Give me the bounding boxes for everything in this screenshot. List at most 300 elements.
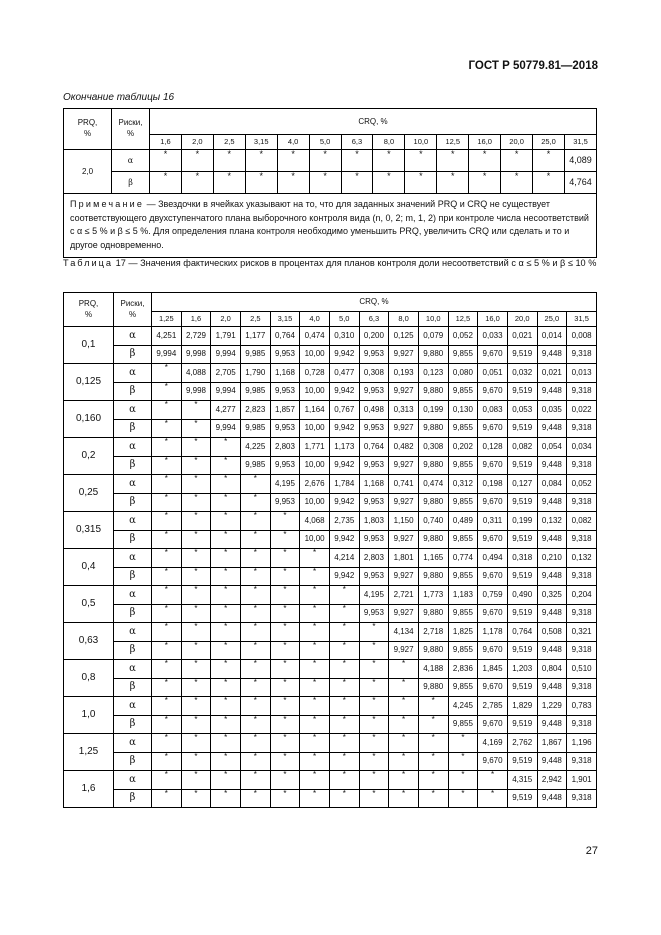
risk-value-cell: 0,033 [478,327,508,346]
no-plan-cell: * [389,734,419,753]
table16-note [63,193,597,258]
risk-value-cell: 9,670 [478,715,508,734]
crq-value-cell: 1,6 [181,312,211,327]
no-plan-cell: * [240,512,270,531]
risk-value-cell: 9,985 [240,419,270,438]
no-plan-cell: * [181,771,211,790]
table-row [64,771,597,790]
no-plan-cell: * [240,475,270,494]
alpha-symbol-cell: α [114,364,152,383]
no-plan-cell: * [448,771,478,790]
no-plan-cell: * [181,401,211,420]
no-plan-cell: * [270,623,300,642]
risk-header: Риски, % [112,109,150,150]
table-row [64,345,597,364]
risk-value-cell: 0,014 [537,327,567,346]
risk-value-cell: 0,013 [567,364,597,383]
risk-value-cell: 9,519 [507,604,537,623]
no-plan-cell: * [329,641,359,660]
no-plan-cell: * [341,150,373,172]
risk-value-cell: 4,068 [300,512,330,531]
risk-value-cell: 0,051 [478,364,508,383]
risk-value-cell: 2,729 [181,327,211,346]
crq-value-cell: 2,5 [213,135,245,150]
no-plan-cell: * [300,586,330,605]
no-plan-cell: * [181,752,211,771]
no-plan-cell: * [359,734,389,753]
prq-value-cell: 0,5 [64,586,114,623]
risk-value-cell: 0,308 [418,438,448,457]
no-plan-cell: * [211,623,241,642]
risk-value-cell: 0,128 [478,438,508,457]
risk-value-cell: 0,132 [537,512,567,531]
no-plan-cell: * [448,789,478,808]
risk-value-cell: 4,188 [418,660,448,679]
risk-value-cell: 9,927 [389,345,419,364]
alpha-symbol-cell: α [114,660,152,679]
no-plan-cell: * [359,752,389,771]
table-row [64,382,597,401]
risk-value-cell: 1,867 [537,734,567,753]
no-plan-cell: * [359,715,389,734]
risk-value-cell: 9,318 [567,752,597,771]
risk-value-cell: 9,953 [359,604,389,623]
no-plan-cell: * [152,456,182,475]
risk-value-cell: 9,880 [418,419,448,438]
risk-value-cell: 9,880 [418,493,448,512]
no-plan-cell: * [469,172,501,194]
risk-value-cell: 9,519 [507,456,537,475]
no-plan-cell: * [300,715,330,734]
risk-value-cell: 9,318 [567,789,597,808]
no-plan-cell: * [213,172,245,194]
no-plan-cell: * [240,660,270,679]
risk-value-cell: 0,508 [537,623,567,642]
table-row [64,789,597,808]
no-plan-cell: * [270,789,300,808]
risk-value-cell: 9,880 [418,567,448,586]
risk-value-cell: 1,150 [389,512,419,531]
risk-value-cell: 9,998 [181,345,211,364]
crq-value-cell: 1,25 [152,312,182,327]
no-plan-cell: * [418,771,448,790]
risk-value-cell: 0,774 [448,549,478,568]
risk-value-cell: 9,855 [448,678,478,697]
no-plan-cell: * [359,789,389,808]
risk-value-cell: 0,474 [418,475,448,494]
risk-value-cell: 1,857 [270,401,300,420]
risk-value-cell: 0,804 [537,660,567,679]
risk-value-cell: 1,196 [567,734,597,753]
risk-value-cell: 9,927 [389,604,419,623]
risk-value-cell: 0,210 [537,549,567,568]
beta-symbol-cell: β [114,419,152,438]
risk-value-cell: 9,985 [240,345,270,364]
alpha-symbol-cell: α [114,512,152,531]
table17-caption-label: Таблица [63,258,114,268]
no-plan-cell: * [152,364,182,383]
crq-value-cell: 10,0 [418,312,448,327]
no-plan-cell: * [329,715,359,734]
risk-value-cell: 9,519 [507,789,537,808]
risk-value-cell: 0,477 [329,364,359,383]
no-plan-cell: * [270,771,300,790]
risk-value-cell: 9,318 [567,530,597,549]
crq-value-cell: 16,0 [469,135,501,150]
no-plan-cell: * [152,623,182,642]
risk-value-cell: 9,318 [567,382,597,401]
crq-value-cell: 4,0 [300,312,330,327]
no-plan-cell: * [181,734,211,753]
no-plan-cell: * [270,715,300,734]
risk-value-cell: 9,670 [478,345,508,364]
risk-value-cell: 9,994 [211,419,241,438]
no-plan-cell: * [181,419,211,438]
no-plan-cell: * [211,641,241,660]
risk-value-cell: 9,953 [270,456,300,475]
no-plan-cell: * [181,530,211,549]
risk-value-cell: 9,880 [418,456,448,475]
no-plan-cell: * [300,752,330,771]
no-plan-cell: * [270,660,300,679]
no-plan-cell: * [152,475,182,494]
risk-value-cell: 0,494 [478,549,508,568]
no-plan-cell: * [300,623,330,642]
no-plan-cell: * [359,771,389,790]
risk-value-cell: 4,764 [564,172,596,194]
no-plan-cell: * [270,567,300,586]
beta-symbol-cell: β [114,567,152,586]
no-plan-cell: * [240,493,270,512]
risk-value-cell: 9,855 [448,715,478,734]
crq-value-cell: 3,15 [245,135,277,150]
beta-symbol-cell: β [114,604,152,623]
beta-symbol-cell: β [114,382,152,401]
no-plan-cell: * [329,604,359,623]
risk-value-cell: 9,953 [359,419,389,438]
risk-value-cell: 1,173 [329,438,359,457]
standard-header: ГОСТ Р 50779.81—2018 [468,60,598,72]
risk-value-cell: 0,321 [567,623,597,642]
no-plan-cell: * [359,697,389,716]
no-plan-cell: * [181,678,211,697]
no-plan-cell: * [152,512,182,531]
table-row [64,715,597,734]
risk-value-cell: 9,448 [537,419,567,438]
beta-symbol-cell: β [114,493,152,512]
risk-value-cell: 1,168 [270,364,300,383]
no-plan-cell: * [533,150,565,172]
risk-value-cell: 0,199 [507,512,537,531]
no-plan-cell: * [181,604,211,623]
no-plan-cell: * [300,789,330,808]
risk-value-cell: 9,519 [507,493,537,512]
prq-value-cell: 0,25 [64,475,114,512]
risk-value-cell: 4,251 [152,327,182,346]
table17-caption-text: 17 — Значения фактических рисков в процентах для планов контроля доли несоответствий с α ≤ 5 % и β ≤ 10 % [113,258,597,268]
no-plan-cell: * [270,678,300,697]
risk-value-cell: 9,953 [359,567,389,586]
no-plan-cell: * [152,678,182,697]
crq-value-cell: 12,5 [448,312,478,327]
no-plan-cell: * [211,567,241,586]
no-plan-cell: * [329,789,359,808]
risk-value-cell: 9,670 [478,752,508,771]
risk-value-cell: 9,880 [418,641,448,660]
prq-header: PRQ, % [64,293,114,327]
risk-value-cell: 9,855 [448,567,478,586]
risk-value-cell: 0,728 [300,364,330,383]
no-plan-cell: * [240,715,270,734]
alpha-symbol-cell: α [114,697,152,716]
note-text: — Звездочки в ячейках указывают на то, что для заданных значений PRQ и CRQ не существует соответствующего двухступенчатого плана выборочного контроля вида (n, 0, 2; m, 1, 2) при контроле числа несоответствий с α ≤ 5 % и β ≤ 5 %. Для определения плана контроля необходимо уменьшить PRQ, увеличить CRQ или сделать и то и другое одновременно. [70,199,589,250]
risk-value-cell: 9,448 [537,715,567,734]
alpha-symbol-cell: α [114,475,152,494]
risk-value-cell: 9,953 [270,493,300,512]
no-plan-cell: * [300,567,330,586]
no-plan-cell: * [181,623,211,642]
no-plan-cell: * [211,604,241,623]
table-row [64,734,597,753]
risk-value-cell: 4,315 [507,771,537,790]
no-plan-cell: * [448,752,478,771]
risk-value-cell: 1,845 [478,660,508,679]
no-plan-cell: * [277,172,309,194]
risk-value-cell: 4,169 [478,734,508,753]
risk-value-cell: 9,519 [507,752,537,771]
no-plan-cell: * [152,789,182,808]
no-plan-cell: * [329,678,359,697]
risk-value-cell: 0,764 [359,438,389,457]
risk-value-cell: 9,318 [567,345,597,364]
risk-value-cell: 9,942 [329,345,359,364]
no-plan-cell: * [501,150,533,172]
no-plan-cell: * [389,660,419,679]
prq-value-cell: 0,63 [64,623,114,660]
risk-value-cell: 10,00 [300,530,330,549]
risk-value-cell: 0,084 [537,475,567,494]
risk-value-cell: 0,198 [478,475,508,494]
risk-value-cell: 0,313 [389,401,419,420]
no-plan-cell: * [389,771,419,790]
no-plan-cell: * [211,456,241,475]
risk-value-cell: 9,670 [478,641,508,660]
table17-caption [63,257,597,270]
no-plan-cell: * [245,172,277,194]
no-plan-cell: * [437,172,469,194]
risk-value-cell: 10,00 [300,493,330,512]
no-plan-cell: * [181,438,211,457]
table-row [64,641,597,660]
risk-value-cell: 9,448 [537,567,567,586]
prq-value-cell: 0,315 [64,512,114,549]
table-row [64,567,597,586]
crq-value-cell: 6,3 [359,312,389,327]
no-plan-cell: * [329,771,359,790]
prq-value-cell: 1,25 [64,734,114,771]
risk-value-cell: 9,670 [478,382,508,401]
no-plan-cell: * [405,172,437,194]
no-plan-cell: * [211,660,241,679]
risk-value-cell: 9,448 [537,345,567,364]
no-plan-cell: * [300,549,330,568]
no-plan-cell: * [181,789,211,808]
beta-symbol-cell: β [114,752,152,771]
risk-value-cell: 9,519 [507,419,537,438]
risk-value-cell: 9,953 [359,530,389,549]
no-plan-cell: * [152,697,182,716]
no-plan-cell: * [152,530,182,549]
risk-value-cell: 9,927 [389,456,419,475]
risk-value-cell: 9,927 [389,641,419,660]
table-row [64,172,597,194]
risk-value-cell: 0,082 [507,438,537,457]
risk-value-cell: 9,927 [389,419,419,438]
no-plan-cell: * [211,789,241,808]
no-plan-cell: * [240,771,270,790]
risk-value-cell: 9,880 [418,604,448,623]
risk-value-cell: 9,953 [359,493,389,512]
risk-header: Риски, % [114,293,152,327]
risk-value-cell: 2,942 [537,771,567,790]
risk-value-cell: 4,195 [359,586,389,605]
risk-value-cell: 9,880 [418,382,448,401]
risk-value-cell: 1,803 [359,512,389,531]
risk-value-cell: 0,498 [359,401,389,420]
risk-value-cell: 0,123 [418,364,448,383]
alpha-symbol-cell: α [114,438,152,457]
prq-value-cell: 0,160 [64,401,114,438]
risk-value-cell: 0,202 [448,438,478,457]
risk-value-cell: 1,901 [567,771,597,790]
no-plan-cell: * [181,715,211,734]
risk-value-cell: 0,312 [448,475,478,494]
no-plan-cell: * [418,734,448,753]
risk-value-cell: 0,054 [537,438,567,457]
crq-header: CRQ, % [150,109,597,135]
risk-value-cell: 9,855 [448,530,478,549]
no-plan-cell: * [277,150,309,172]
no-plan-cell: * [437,150,469,172]
risk-value-cell: 0,199 [418,401,448,420]
table-17 [63,292,597,808]
risk-value-cell: 0,490 [507,586,537,605]
no-plan-cell: * [211,734,241,753]
risk-value-cell: 9,318 [567,715,597,734]
no-plan-cell: * [181,549,211,568]
note-label: Примечание [70,199,145,209]
risk-value-cell: 9,448 [537,789,567,808]
risk-value-cell: 0,021 [537,364,567,383]
no-plan-cell: * [152,382,182,401]
no-plan-cell: * [501,172,533,194]
crq-value-cell: 8,0 [389,312,419,327]
no-plan-cell: * [359,641,389,660]
risk-value-cell: 9,519 [507,530,537,549]
risk-value-cell: 9,448 [537,678,567,697]
risk-value-cell: 0,310 [329,327,359,346]
alpha-symbol-cell: α [114,401,152,420]
risk-value-cell: 0,764 [507,623,537,642]
risk-value-cell: 9,855 [448,604,478,623]
no-plan-cell: * [418,697,448,716]
prq-value-cell: 0,2 [64,438,114,475]
alpha-symbol-cell: α [114,623,152,642]
no-plan-cell: * [181,641,211,660]
risk-value-cell: 1,183 [448,586,478,605]
risk-value-cell: 1,829 [507,697,537,716]
risk-value-cell: 1,784 [329,475,359,494]
risk-value-cell: 9,953 [270,419,300,438]
no-plan-cell: * [389,789,419,808]
page-number: 27 [585,845,598,857]
no-plan-cell: * [300,604,330,623]
risk-value-cell: 9,448 [537,493,567,512]
no-plan-cell: * [359,678,389,697]
table-row [64,364,597,383]
risk-value-cell: 9,942 [329,530,359,549]
risk-value-cell: 0,193 [389,364,419,383]
risk-value-cell: 9,448 [537,604,567,623]
no-plan-cell: * [211,678,241,697]
beta-symbol-cell: β [114,641,152,660]
risk-value-cell: 9,880 [418,530,448,549]
no-plan-cell: * [152,715,182,734]
no-plan-cell: * [181,475,211,494]
no-plan-cell: * [240,530,270,549]
risk-value-cell: 0,132 [567,549,597,568]
table-row [64,697,597,716]
risk-value-cell: 9,953 [270,345,300,364]
risk-value-cell: 9,994 [152,345,182,364]
risk-value-cell: 0,052 [448,327,478,346]
no-plan-cell: * [405,150,437,172]
risk-value-cell: 9,448 [537,456,567,475]
risk-value-cell: 9,985 [240,382,270,401]
risk-value-cell: 9,318 [567,493,597,512]
no-plan-cell: * [240,623,270,642]
no-plan-cell: * [152,438,182,457]
no-plan-cell: * [373,150,405,172]
no-plan-cell: * [270,752,300,771]
risk-value-cell: 4,088 [181,364,211,383]
beta-symbol-cell: β [114,715,152,734]
risk-value-cell: 2,785 [478,697,508,716]
no-plan-cell: * [270,530,300,549]
crq-value-cell: 5,0 [309,135,341,150]
crq-value-cell: 5,0 [329,312,359,327]
prq-header: PRQ, % [64,109,112,150]
no-plan-cell: * [240,752,270,771]
risk-value-cell: 0,032 [507,364,537,383]
no-plan-cell: * [341,172,373,194]
no-plan-cell: * [373,172,405,194]
crq-value-cell: 31,5 [567,312,597,327]
no-plan-cell: * [448,734,478,753]
no-plan-cell: * [478,789,508,808]
no-plan-cell: * [152,401,182,420]
risk-value-cell: 9,855 [448,456,478,475]
no-plan-cell: * [181,660,211,679]
beta-symbol-cell: β [112,172,150,194]
table-row [64,512,597,531]
no-plan-cell: * [309,150,341,172]
risk-value-cell: 9,318 [567,604,597,623]
no-plan-cell: * [240,697,270,716]
risk-value-cell: 4,277 [211,401,241,420]
risk-value-cell: 9,448 [537,752,567,771]
risk-value-cell: 0,482 [389,438,419,457]
